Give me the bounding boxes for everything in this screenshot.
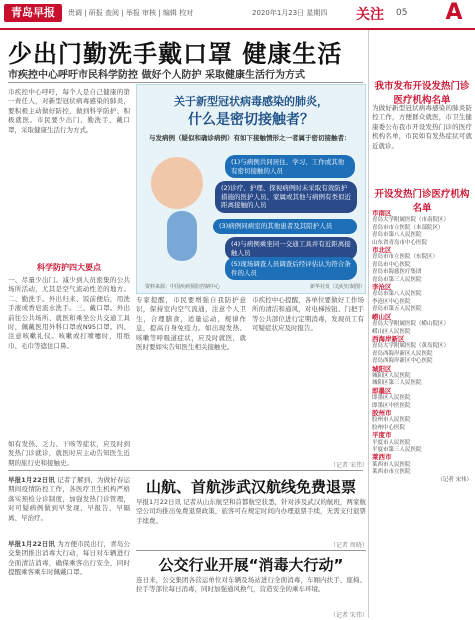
bus-text: 连日来，公交集团各营运单位对车辆及场站进行全面消毒，车厢内扶手、座椅、拉手等部位每日消毒，同时加强通风换气，营造安全的乘车环境。 xyxy=(136,576,366,594)
article1-text xyxy=(8,476,130,536)
hospital-item: 胶州市人民医院 xyxy=(372,417,411,424)
extra-paragraph: 如有发热、乏力、干咳等症状，应及时到发热门诊就诊，就医时应主动告知医生近期的旅行史和接触史。 xyxy=(8,440,130,467)
district-heading: 胶州市 xyxy=(372,408,392,417)
hospital-item: 青岛市第五人民医院 xyxy=(372,306,422,313)
article2-body: 为方便市民出行，青岛公交集团推出消毒大行动，每日对车辆进行全面清洁消毒，确保乘客出行安全，同时提醒乘客乘车时佩戴口罩。 xyxy=(8,540,130,577)
contact-item-5: (5)现场调查人员调查后经评估认为符合条件的人员 xyxy=(225,257,357,280)
district-heading: 李沧区 xyxy=(372,283,392,292)
byline-1: （记者 宋伟） xyxy=(330,462,368,469)
hospital-item: 平度市人民医院 xyxy=(372,439,411,446)
main-headline: 少出门勤洗手戴口罩 健康生活 xyxy=(8,40,343,68)
section-name: 关注 xyxy=(356,7,384,23)
contact-item-4: (4)与病例乘坐同一交通工具并有近距离接触人员 xyxy=(225,237,357,260)
hospital-item: 平度市第三人民医院 xyxy=(372,447,422,453)
hospital-item: 青岛市海慈医疗集团 xyxy=(372,269,422,276)
hospital-list xyxy=(372,210,472,614)
page-letter: A xyxy=(445,0,463,25)
hospital-item: 莱西市人民医院 xyxy=(372,461,411,468)
hospital-item: 青岛市市立医院（本部院区） xyxy=(372,224,444,231)
article1-head: 早报1月22日讯 xyxy=(8,476,55,484)
divider xyxy=(8,82,363,83)
hospital-item: 青岛西海岸新区中心医院 xyxy=(372,358,433,365)
section-title: 科学防护四大要点 xyxy=(37,263,101,272)
district-heading: 即墨区 xyxy=(372,386,392,395)
infographic-question: 与发病例（疑似和确诊病例）有如下接触情形之一者属于密切接触者： xyxy=(149,134,351,142)
hospital-item: 即墨区人民医院 xyxy=(372,395,411,402)
hospital-item: 青岛市市立医院（东院区） xyxy=(372,254,439,261)
hospital-item: 城阳区第三人民医院 xyxy=(372,380,422,387)
hospital-item: 青岛西海岸新区人民医院 xyxy=(372,350,433,357)
hospital-item: 青岛市第三人民医院 xyxy=(372,276,422,283)
infographic-title: 关于新型冠状病毒感染的肺炎， xyxy=(174,95,328,108)
hospital-item: 青岛市第八人民医院 xyxy=(372,232,422,239)
infographic xyxy=(136,84,366,294)
person-illustration-icon xyxy=(151,157,203,209)
hospital-item: 山东省青岛市中心医院 xyxy=(372,239,428,246)
district-heading: 城阳区 xyxy=(372,364,392,373)
contact-item-3: (3)病例同病室的其他患者及其陪护人员 xyxy=(213,219,357,234)
district-heading: 市北区 xyxy=(372,246,392,255)
hospital-item: 青岛大学附属医院（市南院区） xyxy=(372,217,450,224)
article2-head: 早报1月22日讯 xyxy=(8,540,55,548)
hospital-item: 青岛市中心医院 xyxy=(372,261,411,268)
infographic-credit: 新华社发（边纪红制图） xyxy=(309,284,365,290)
newspaper-logo: 青岛早报 xyxy=(4,4,62,22)
lead-paragraph: 市疾控中心呼吁，每个人是自己健康的第一责任人，对新型冠状病毒感染的肺炎，要积极主动做好防控，做到科学防护、积极就医。市民要少出门、勤洗手、戴口罩，采取健康生活行为方式。 xyxy=(8,88,130,134)
hospital-item: 青岛大学附属医院（黄岛院区） xyxy=(372,343,450,350)
right-byline: （记者 宋伟） xyxy=(437,476,472,483)
infographic-source: 资料来源：中国疾病预防控制中心 xyxy=(145,284,221,290)
infographic-caption xyxy=(145,283,365,290)
center-paragraph-2: 市疾控中心提醒，各单位要做好工作场所的清洁和通风，对电梯按钮、门把手等公共部位进行定期消毒，发现员工有可疑症状应及时报告。 xyxy=(252,296,364,333)
hospital-item: 胶州中心医院 xyxy=(372,424,406,431)
article1-body: 记者了解到，为做好春运期间疫情防控工作，各医疗卫生机构严格落实预检分诊制度，加强发热门诊管理，对可疑病例做到早发现、早报告、早隔离、早治疗。 xyxy=(8,476,130,522)
person-body-icon xyxy=(167,211,197,261)
main-subheadline: 市疾控中心呼吁市民科学防控 做好个人防护 采取健康生活行为方式 xyxy=(8,70,305,81)
byline-3: （记者 宋伟） xyxy=(330,612,368,619)
hospital-item: 青岛市第八人民医院 xyxy=(372,291,422,298)
district-heading: 莱西市 xyxy=(372,453,392,462)
header-tagline: 贵调 | 研报 查阅 | 举报 审核 | 编辑 校对 xyxy=(68,9,194,17)
divider xyxy=(8,470,363,471)
flight-headline: 山航、首航涉武汉航线免费退票 xyxy=(145,478,356,496)
hospital-item: 城阳区人民医院 xyxy=(372,372,411,379)
district-heading: 市南区 xyxy=(372,210,392,217)
center-paragraph: 专家提醒，市民要增强自我防护意识，保持室内空气流通，注意个人卫生，合理膳食，适量运动，规律作息，提高自身免疫力。如出现发热、咳嗽等呼吸道症状，应及时就医，就医时要如实告知医生相关接触史。 xyxy=(136,296,246,352)
hospital-item: 青岛大学附属医院（崂山院区） xyxy=(372,321,450,328)
infographic-title-main: 什么是密切接触者？ xyxy=(188,112,314,128)
district-heading: 西海岸新区 xyxy=(372,334,405,343)
district-heading: 平度市 xyxy=(372,431,392,440)
hospital-item: 即墨区中医医院 xyxy=(372,402,411,409)
hospital-item: 莱西市市立医院 xyxy=(372,469,411,476)
contact-item-1: (1)与病例共同居住、学习、工作或其他有密切接触的人员 xyxy=(225,155,355,178)
list-title: 开设发热门诊医疗机构名单 xyxy=(374,189,470,214)
right-intro: 为做好新型冠状病毒感染的肺炎防控工作，方便群众就医，市卫生健康委公布我市开设发热门诊的医疗机构名单，市民如有发热症状可就近就诊。 xyxy=(372,104,472,150)
district-heading: 崂山区 xyxy=(372,312,392,321)
hospital-item: 崂山区人民医院 xyxy=(372,328,411,335)
points-paragraph: 一、尽量少出门。减少到人员密集的公共场所活动，尤其是空气流动性差的地方。二、勤洗手。外出归来、饭前便后，用洗手液或香皂流水洗手。三、戴口罩。外出前往公共场所、就医和乘坐公共交通工具时，佩戴医用外科口罩或N95口罩。四、注意咳嗽礼仪。咳嗽或打喷嚏时，用纸巾、毛巾等遮住口鼻。 xyxy=(8,276,130,350)
byline-2: （记者 周晓） xyxy=(330,542,368,549)
hospital-item: 李沧区中心医院 xyxy=(372,298,411,305)
right-title: 我市发布开设发热门诊医疗机构名单 xyxy=(374,81,470,106)
column-divider xyxy=(368,30,369,618)
flight-text: 早报1月22日讯 记者从山东航空和首都航空获悉，针对涉及武汉的航班，两家航空公司均推出免费退票政策，旅客可在规定时间内办理退票手续，无需支付退票手续费。 xyxy=(136,498,366,525)
bus-headline: 公交行业开展“消毒大行动” xyxy=(158,556,344,574)
header-date: 2020年1月23日 星期四 xyxy=(252,9,328,17)
article2-text xyxy=(8,540,130,616)
page-number: 05 xyxy=(396,8,408,18)
contact-item-2: (2)诊疗、护理、探视病例时未采取有效防护措施的医护人员、家属或其他与病例有类似近距离接触的人员 xyxy=(215,181,357,213)
divider xyxy=(136,550,366,551)
